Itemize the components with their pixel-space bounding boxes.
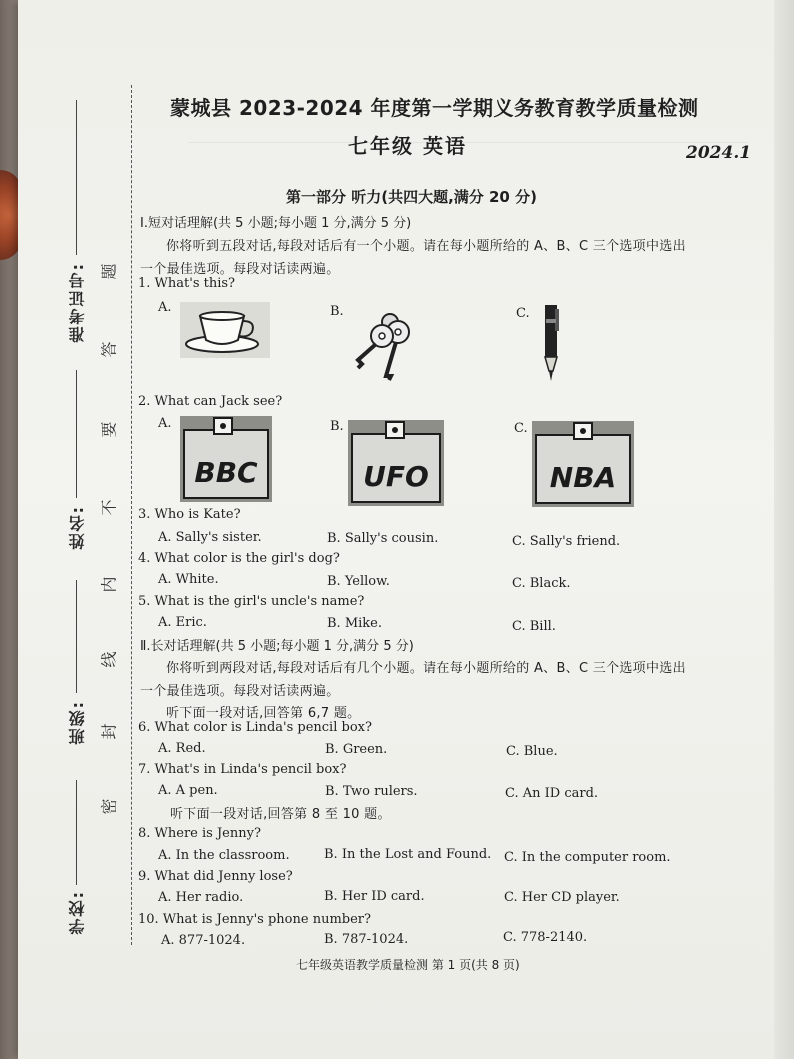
q1-option-a: A. [158, 300, 172, 315]
exam-paper [18, 0, 794, 1059]
keys-icon [352, 306, 414, 382]
seal-char-8: 密 [99, 798, 119, 815]
name-label: 姓名: [68, 505, 87, 550]
question-2: 2. What can Jack see? [138, 394, 283, 409]
q4-option-b: B. Yellow. [327, 574, 390, 589]
q2-option-b: B. [330, 419, 344, 434]
q7-option-a: A. A pen. [158, 783, 218, 798]
q10-option-c: C. 778-2140. [503, 930, 588, 945]
q6-option-c: C. Blue. [506, 744, 558, 759]
ufo-badge-text: UFO [363, 460, 429, 493]
seal-line [131, 85, 132, 945]
q2-option-a: A. [158, 416, 172, 431]
school-line [76, 780, 77, 885]
seal-char-4: 不 [99, 499, 119, 516]
q5-option-b: B. Mike. [327, 616, 382, 631]
exam-subtitle: 七年级 英语 [348, 134, 467, 158]
exam-date: 2024.1 [686, 143, 752, 163]
ufo-badge-icon [348, 420, 444, 506]
q1-option-c: C. [516, 306, 530, 321]
pen-icon [540, 305, 562, 383]
question-1: 1. What's this? [138, 276, 236, 291]
question-3: 3. Who is Kate? [138, 507, 241, 522]
q7-option-b: B. Two rulers. [325, 784, 418, 799]
question-6: 6. What color is Linda's pencil box? [138, 720, 372, 735]
q8-option-c: C. In the computer room. [504, 850, 671, 865]
q3-option-b: B. Sally's cousin. [327, 531, 439, 546]
q10-option-a: A. 877-1024. [161, 933, 246, 948]
q5-option-c: C. Bill. [512, 619, 556, 634]
q7-option-c: C. An ID card. [505, 786, 599, 801]
section2-lead-1: 听下面一段对话,回答第 6,7 题。 [166, 706, 361, 721]
q6-option-b: B. Green. [325, 742, 388, 757]
q8-option-b: B. In the Lost and Found. [324, 847, 492, 862]
question-9: 9. What did Jenny lose? [138, 869, 293, 884]
candidate-number-line [76, 100, 77, 255]
seal-char-5: 内 [99, 576, 119, 593]
q5-option-a: A. Eric. [158, 615, 207, 630]
q1-option-b: B. [330, 304, 344, 319]
section2-instruction-2: 一个最佳选项。每段对话读两遍。 [140, 684, 340, 699]
question-7: 7. What's in Linda's pencil box? [138, 762, 347, 777]
q10-option-b: B. 787-1024. [324, 932, 409, 947]
nba-badge-text: NBA [549, 461, 617, 494]
q4-option-a: A. White. [158, 572, 219, 587]
paper-edge [774, 0, 794, 1059]
question-5: 5. What is the girl's uncle's name? [138, 594, 365, 609]
class-line [76, 580, 77, 693]
question-4: 4. What color is the girl's dog? [138, 551, 340, 566]
q4-option-c: C. Black. [512, 576, 571, 591]
q3-option-c: C. Sally's friend. [512, 534, 621, 549]
seal-char-7: 封 [99, 723, 119, 740]
q6-option-a: A. Red. [158, 741, 206, 756]
section1-instruction-2: 一个最佳选项。每段对话读两遍。 [140, 262, 340, 277]
q2-option-c: C. [514, 421, 528, 436]
page-footer: 七年级英语教学质量检测 第 1 页(共 8 页) [296, 958, 520, 972]
section2-heading: Ⅱ.长对话理解(共 5 小题;每小题 1 分,满分 5 分) [140, 639, 414, 654]
bbc-badge-text: BBC [194, 456, 258, 489]
section1-heading: Ⅰ.短对话理解(共 5 小题;每小题 1 分,满分 5 分) [140, 216, 412, 231]
question-8: 8. Where is Jenny? [138, 826, 261, 841]
bleed-through [188, 120, 748, 143]
bbc-badge-icon [180, 416, 272, 502]
q9-option-c: C. Her CD player. [504, 890, 620, 905]
section2-lead-2: 听下面一段对话,回答第 8 至 10 题。 [170, 807, 391, 822]
exam-title: 蒙城县 2023-2024 年度第一学期义务教育教学质量检测 [170, 96, 699, 120]
seal-char-6: 线 [99, 651, 119, 668]
q3-option-a: A. Sally's sister. [158, 530, 262, 545]
teacup-icon [180, 302, 270, 358]
question-10: 10. What is Jenny's phone number? [138, 912, 371, 927]
seal-char-1: 题 [99, 263, 119, 280]
name-line [76, 370, 77, 498]
school-label: 学校: [68, 890, 87, 935]
section2-instruction-1: 你将听到两段对话,每段对话后有几个小题。请在每小题所给的 A、B、C 三个选项中选出 [166, 661, 686, 676]
nba-badge-icon [532, 421, 634, 507]
section1-instruction-1: 你将听到五段对话,每段对话后有一个小题。请在每小题所给的 A、B、C 三个选项中选出 [166, 239, 686, 254]
q8-option-a: A. In the classroom. [158, 848, 290, 863]
q9-option-a: A. Her radio. [158, 890, 244, 905]
q9-option-b: B. Her ID card. [324, 889, 425, 904]
seal-char-2: 答 [99, 341, 119, 358]
class-label: 班级: [68, 700, 87, 745]
candidate-number-label: 准考证号: [68, 262, 87, 343]
seal-char-3: 要 [99, 421, 119, 438]
part-title: 第一部分 听力(共四大题,满分 20 分) [286, 188, 537, 206]
